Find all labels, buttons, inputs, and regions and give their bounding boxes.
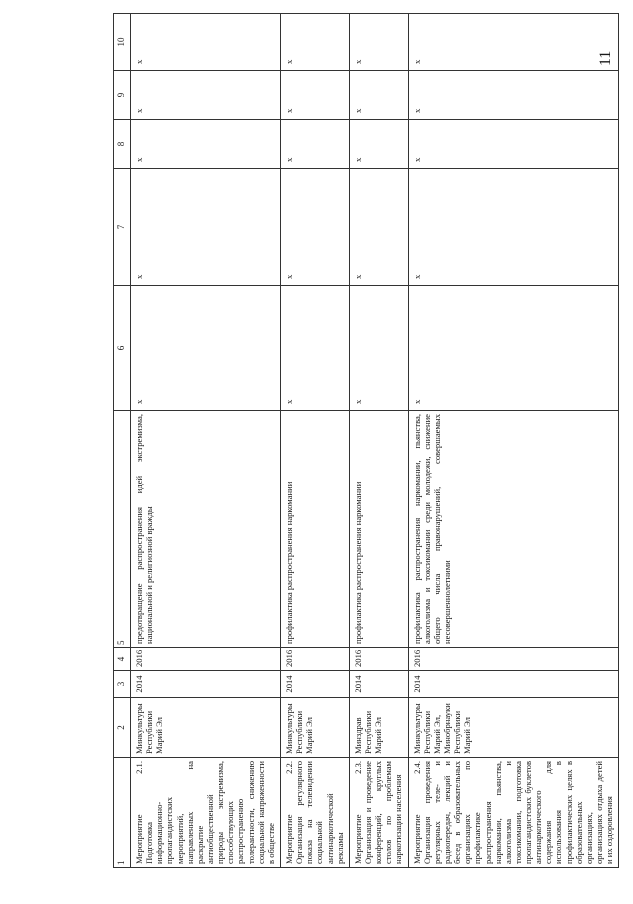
column-header-5: 5 <box>114 411 131 648</box>
column-header-9: 9 <box>114 71 131 120</box>
start-year-cell: 2014 <box>349 671 408 698</box>
mark-cell-7: x <box>131 169 281 286</box>
table-row <box>349 14 408 868</box>
mark-cell-6: x <box>131 286 281 411</box>
mark-cell-8: x <box>280 120 349 169</box>
executor-cell: Минкультуры Республики Марий Эл <box>280 698 349 758</box>
table-row <box>408 14 619 868</box>
mark-cell-7: x <box>408 169 619 286</box>
result-cell: профилактика распространения наркомании <box>280 411 349 648</box>
column-header-1: 1 <box>114 758 131 868</box>
start-year-cell: 2014 <box>280 671 349 698</box>
result-cell: профилактика распространения наркомании, пьянства, алкоголизма и токсикомании среди молодежи, снижение общего числа правонарушений, совершаемых несовершеннолетними <box>408 411 619 648</box>
mark-cell-9: x <box>349 71 408 120</box>
mark-cell-8: x <box>349 120 408 169</box>
table-row <box>280 14 349 868</box>
column-header-6: 6 <box>114 286 131 411</box>
executor-cell: Минкультуры Республики Марий Эл, Минобрнауки Республики Марий Эл <box>408 698 619 758</box>
mark-cell-7: x <box>280 169 349 286</box>
column-header-7: 7 <box>114 169 131 286</box>
mark-cell-10: x <box>349 14 408 71</box>
end-year-cell: 2016 <box>408 648 619 671</box>
program-activities-table <box>113 13 619 868</box>
end-year-cell: 2016 <box>131 648 281 671</box>
mark-cell-10: x <box>408 14 619 71</box>
page-number: 11 <box>597 50 614 66</box>
end-year-cell: 2016 <box>349 648 408 671</box>
mark-cell-8: x <box>408 120 619 169</box>
mark-cell-9: x <box>131 71 281 120</box>
activity-cell: Мероприятие 2.1. Подготовка информационно-пропагандистских мероприятий, направленных на раскрытие антиобщественной природы экстремизма, способствующих распространению толерантности, снижению социальной напряженности в обществе <box>131 758 281 868</box>
result-cell: предотвращение распространения идей экстремизма, национальной и религиозной вражды <box>131 411 281 648</box>
column-header-4: 4 <box>114 648 131 671</box>
mark-cell-10: x <box>280 14 349 71</box>
end-year-cell: 2016 <box>280 648 349 671</box>
mark-cell-6: x <box>349 286 408 411</box>
mark-cell-8: x <box>131 120 281 169</box>
activity-cell: Мероприятие 2.2. Организация регулярного показа на телевидении социальной антинаркотической рекламы <box>280 758 349 868</box>
activity-cell: Мероприятие 2.4. Организация проведения регулярных теле- и радиопередач, лекций и бесед в образовательных организациях по профилактике распространения наркомании, пьянства, алкоголизма и токсикомании, подготовка пропагандистских буклетов антинаркотического содержания для использования в профилактических целях в образовательных организациях, организациях отдыха детей и их оздоровления <box>408 758 619 868</box>
activity-cell: Мероприятие 2.3. Организация и проведение конференций, круглых столов по проблемам наркотизации населения <box>349 758 408 868</box>
result-cell: профилактика распространения наркомании <box>349 411 408 648</box>
column-header-8: 8 <box>114 120 131 169</box>
mark-cell-9: x <box>280 71 349 120</box>
executor-cell: Минкультуры Республики Марий Эл <box>131 698 281 758</box>
start-year-cell: 2014 <box>408 671 619 698</box>
column-header-2: 2 <box>114 698 131 758</box>
start-year-cell: 2014 <box>131 671 281 698</box>
column-number-header-row <box>114 14 131 868</box>
mark-cell-6: x <box>408 286 619 411</box>
mark-cell-6: x <box>280 286 349 411</box>
mark-cell-10: x <box>131 14 281 71</box>
column-header-3: 3 <box>114 671 131 698</box>
executor-cell: Минздрав Республики Марий Эл <box>349 698 408 758</box>
mark-cell-7: x <box>349 169 408 286</box>
column-header-10: 10 <box>114 14 131 71</box>
table-row <box>131 14 281 868</box>
mark-cell-9: x <box>408 71 619 120</box>
